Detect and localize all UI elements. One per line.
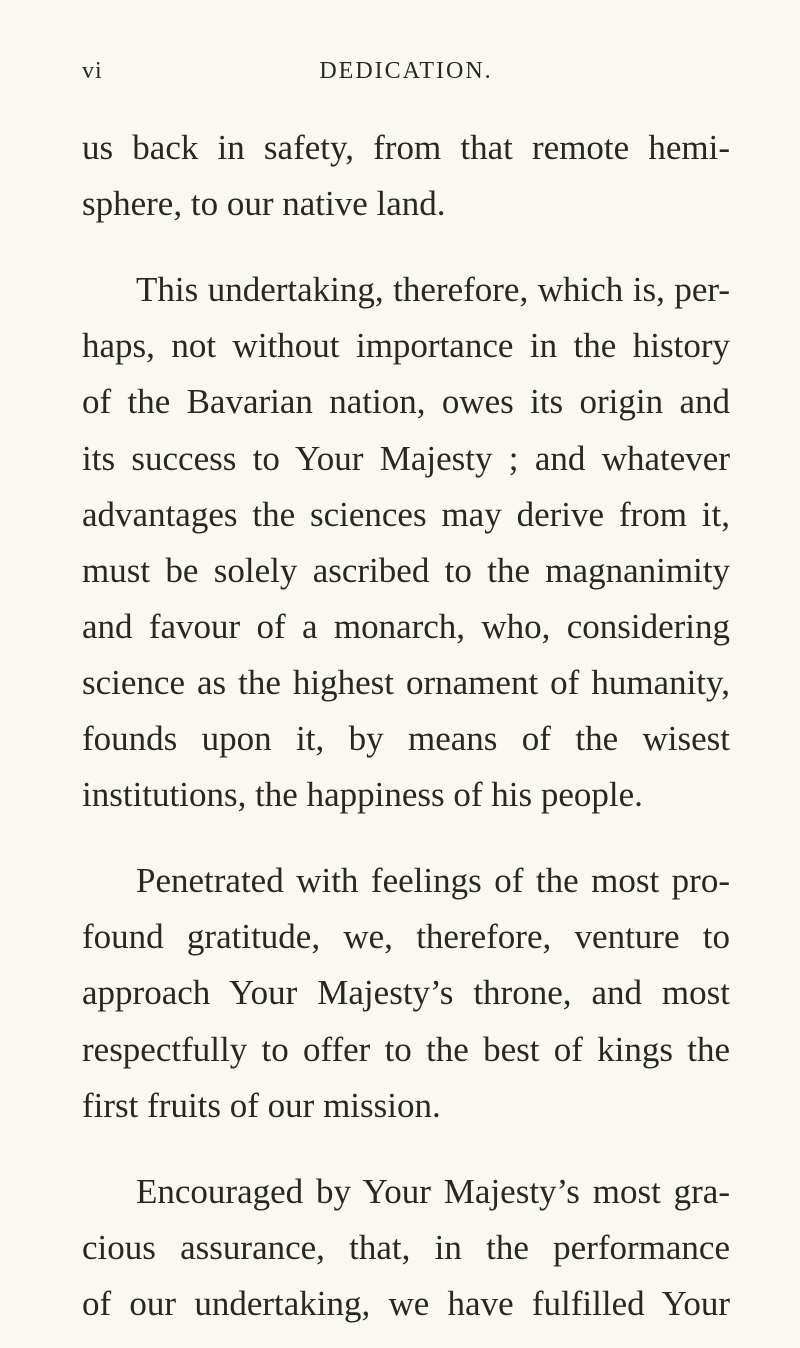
text-line: sphere, to our native land.	[82, 184, 446, 223]
text-line: us back in safety, from that remote hemi-	[82, 128, 730, 167]
text-line: Penetrated with feelings of the most pro-	[136, 861, 730, 900]
text-line: found gratitude, we, therefore, venture to	[82, 917, 730, 956]
running-head: DEDICATION.	[319, 58, 493, 84]
page-number: vi	[82, 58, 103, 84]
text-line: its success to Your Majesty ; and whatever	[82, 439, 730, 478]
text-line: This undertaking, therefore, which is, per-	[136, 270, 730, 309]
text-line: must be solely ascribed to the magnanimity	[82, 551, 730, 590]
text-line: and favour of a monarch, who, considering	[82, 607, 730, 646]
page-header	[82, 58, 730, 98]
text-line: respectfully to offer to the best of kings the	[82, 1030, 730, 1069]
text-line: haps, not without importance in the history	[82, 326, 730, 365]
text-line: approach Your Majesty’s throne, and most	[82, 973, 730, 1012]
text-line: founds upon it, by means of the wisest	[82, 719, 730, 758]
text-line: of our undertaking, we have fulfilled Your	[82, 1284, 730, 1323]
text-line: first fruits of our mission.	[82, 1086, 441, 1125]
text-line: cious assurance, that, in the performance	[82, 1228, 730, 1267]
text-line: Encouraged by Your Majesty’s most gra-	[136, 1172, 730, 1211]
text-line: institutions, the happiness of his people.	[82, 775, 643, 814]
text-line: of the Bavarian nation, owes its origin and	[82, 382, 730, 421]
text-line: science as the highest ornament of humanity,	[82, 663, 730, 702]
text-line: advantages the sciences may derive from it,	[82, 495, 730, 534]
